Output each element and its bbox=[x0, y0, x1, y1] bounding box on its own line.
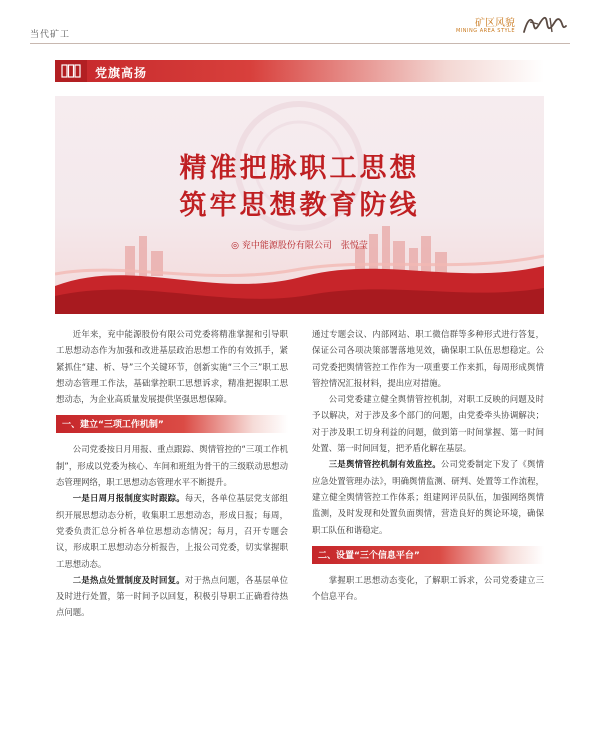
daily-report-paragraph bbox=[56, 490, 288, 571]
lead-phrase: 三是舆情管控机制有效监控。 bbox=[328, 459, 441, 470]
book-icon bbox=[55, 60, 87, 82]
section-heading-2 bbox=[312, 546, 544, 564]
lead-phrase: 二是热点处置制度及时回复。 bbox=[72, 574, 185, 585]
publication-name: 当代矿工 bbox=[30, 30, 71, 40]
continued-paragraph: 通过专题会议、内部网站、职工微信群等多种形式进行答复，保证公司各项决策部署落地见效，确保职工队伍思想稳定。公司党委把舆情管控工作作为一项重要工作来抓，每周形成舆情管控情况汇报材料，提出应对措施。 bbox=[312, 329, 544, 388]
section-brand-en: MINING AREA STYLE bbox=[456, 28, 515, 34]
article-title-line2: 筑牢思想教育防线 bbox=[179, 190, 420, 221]
platform-paragraph: 掌握职工思想动态变化，了解职工诉求，公司党委建立三个信息平台。 bbox=[312, 574, 544, 602]
section-brand: 矿区风貌 bbox=[475, 18, 515, 29]
mechanism-paragraph: 公司党委建立健全舆情管控机制，对职工反映的问题及时予以解决，对于涉及多个部门的问题，由党委牵头协调解决；对于涉及职工切身利益的问题，做到第一时间掌握、第一时间处置、第一时间回复，把矛盾化解在基层。 bbox=[312, 394, 544, 454]
article-title-line1: 精准把脉职工思想 bbox=[179, 153, 420, 184]
article-author: ◎ 兖中能源股份有限公司 张悦莹 bbox=[231, 241, 368, 251]
section-heading-text: 一、建立“三项工作机制” bbox=[62, 420, 164, 431]
paragraph-text: 公司党委制定下发了《舆情应急处置管理办法》，明确舆情监测、研判、处置等工作流程，建立健全舆情管控工作体系；组建网评员队伍，加强网络舆情监测，及时发现和处置负面舆情，营造良好的舆论环境，确保职工队伍和谐稳定。 bbox=[312, 459, 544, 535]
hero-banner bbox=[55, 96, 544, 314]
right-text-column bbox=[312, 326, 544, 604]
intro-paragraph: 近年来，兖中能源股份有限公司党委将精准掌握和引导职工思想动态作为加强和改进基层政治思想工作的有效抓手，紧紧抓住“建、析、导”三个关键环节，创新实施“三个三”职工思想动态管理工作法，基础掌控职工思想诉求，精准把握职工思想动态，为企业高质量发展提供坚强思想保障。 bbox=[56, 329, 288, 405]
paragraph-text: 每天，各单位基层党支部组织开展思想动态分析，收集职工思想动态，形成日报；每周，党委负责汇总分析各单位思想动态情况；每月，召开专题会议，形成职工思想动态分析报告，上报公司党委，切实掌握职工思想动态。 bbox=[56, 493, 288, 569]
section-heading-1 bbox=[56, 415, 288, 433]
left-text-column bbox=[56, 326, 288, 621]
paragraph-text: 对于热点问题，各基层单位及时进行处置，第一时间予以回复，积极引导职工正确看待热点问题。 bbox=[56, 574, 288, 618]
calligraphy-logo-icon bbox=[520, 12, 568, 38]
section1-paragraph: 公司党委按日月用报、重点跟踪、舆情管控的“三项工作机制”，形成以党委为核心、车间和班组为骨干的三级联动思想动态管理网络，职工思想动态管理水平不断提升。 bbox=[56, 444, 288, 488]
column-banner-icon-box bbox=[55, 60, 87, 82]
page-header bbox=[0, 0, 600, 46]
header-rule bbox=[30, 43, 570, 44]
column-banner bbox=[55, 60, 544, 82]
column-label: 党旗高扬 bbox=[95, 66, 148, 80]
section-heading-text: 二、设置“三个信息平台” bbox=[318, 550, 420, 561]
public-opinion-paragraph bbox=[312, 456, 544, 537]
hotspot-paragraph bbox=[56, 572, 288, 621]
lead-phrase: 一是日周月报制度实时跟踪。 bbox=[72, 493, 185, 504]
